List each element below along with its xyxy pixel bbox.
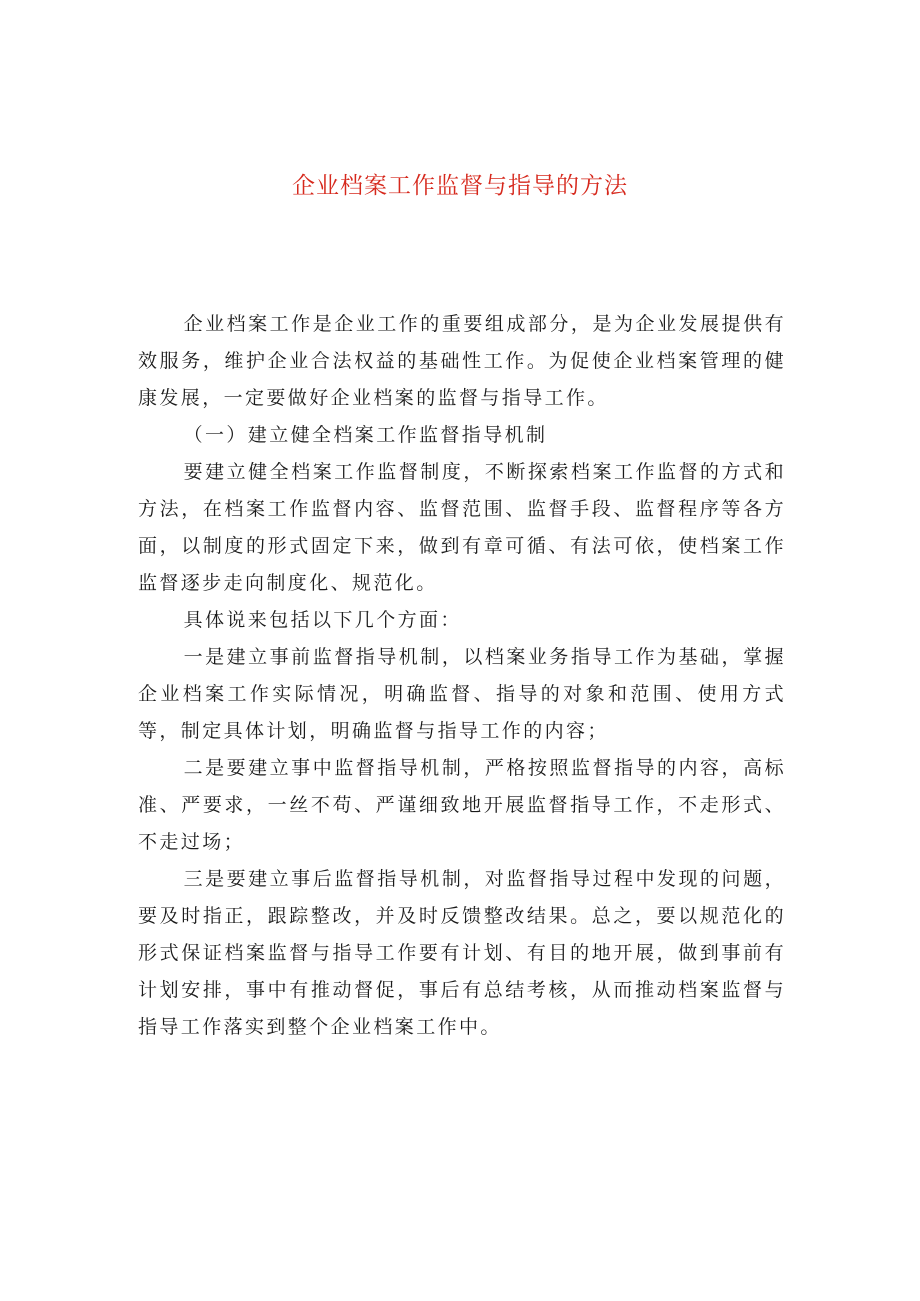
paragraph-intro: 企业档案工作是企业工作的重要组成部分，是为企业发展提供有效服务，维护企业合法权益的基础性工作。为促使企业档案管理的健康发展，一定要做好企业档案的监督与指导工作。: [138, 313, 786, 409]
paragraph-during: 二是要建立事中监督指导机制，严格按照监督指导的内容，高标准、严要求，一丝不苟、严谨细致地开展监督指导工作，不走形式、不走过场；: [138, 757, 786, 853]
paragraph-after: 三是要建立事后监督指导机制，对监督指导过程中发现的问题，要及时指正，跟踪整改，并及时反馈整改结果。总之，要以规范化的形式保证档案监督与指导工作要有计划、有目的地开展，做到事前有计划安排，事中有推动督促，事后有总结考核，从而推动档案监督与指导工作落实到整个企业档案工作中。: [138, 868, 786, 1038]
paragraph-aspects-intro: 具体说来包括以下几个方面：: [183, 609, 462, 631]
document-body: [138, 306, 786, 1046]
section-heading: （一）建立健全档案工作监督指导机制: [183, 424, 548, 446]
paragraph-before: 一是建立事前监督指导机制，以档案业务指导工作为基础，掌握企业档案工作实际情况，明确监督、指导的对象和范围、使用方式等，制定具体计划，明确监督与指导工作的内容；: [138, 646, 786, 742]
paragraph-system: 要建立健全档案工作监督制度，不断探索档案工作监督的方式和方法，在档案工作监督内容、监督范围、监督手段、监督程序等各方面，以制度的形式固定下来，做到有章可循、有法可依，使档案工作监督逐步走向制度化、规范化。: [138, 461, 786, 594]
document-title: 企业档案工作监督与指导的方法: [292, 173, 628, 199]
